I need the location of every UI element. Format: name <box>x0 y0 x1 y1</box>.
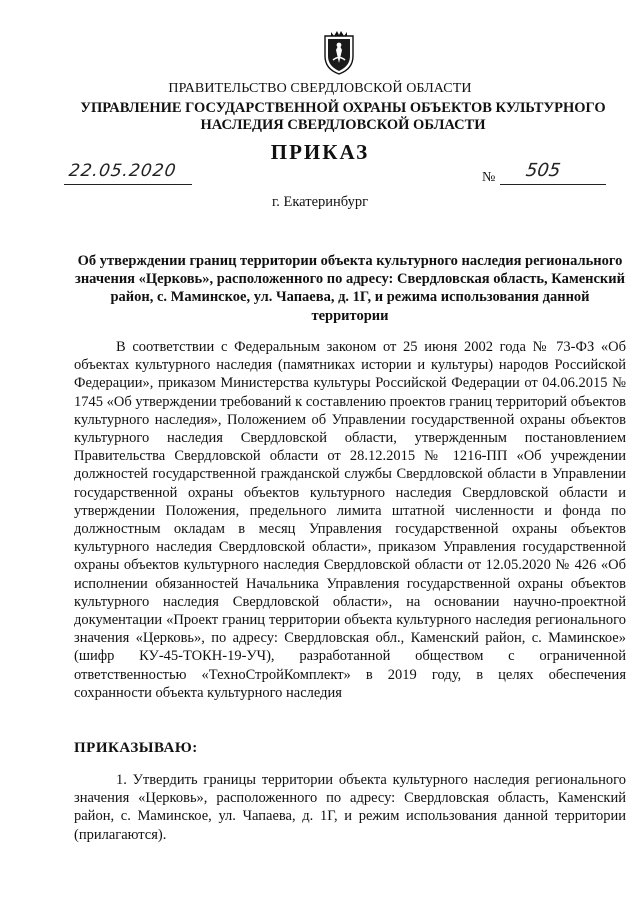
number-label: № <box>482 170 496 185</box>
number-field <box>500 160 606 185</box>
handwritten-date: 22.05.2020 <box>67 161 178 181</box>
preamble <box>74 338 626 702</box>
preamble-paragraph: В соответствии с Федеральным законом от 25 июня 2002 года № 73-ФЗ «Об объектах культурного наследия (памятниках истории и культуры) народов Российской Федерации», приказом Министерства культуры Российской Федерации от 04.06.2015 № 1745 «Об утверждении требований к составлению проектов границ территорий объектов культурного наследия», Положением об Управлении государственной охраны объектов культурного наследия Свердловской области, утвержденным постановлением Правительства Свердловской области от 28.12.2015 № 1216-ПП «Об учреждении должностей государственной гражданской службы Свердловской области в Управлении государственной охраны объектов культурного наследия Свердловской области и утверждении Положения, предельного лимита штатной численности и фонда по должностным окладам в месяц Управления государственной охраны объектов культурного наследия Свердловской области», приказом Управления государственной охраны объектов культурного наследия Свердловской области от 12.05.2020 № 426 «Об исполнении обязанностей Начальника Управления государственной охраны объектов культурного наследия Свердловской области», на основании научно-проектной документации «Проект границ территории объекта культурного наследия регионального значения «Церковь», по адресу: Свердловская обл., Каменский район, с. Маминское» (шифр КУ-45-ТОКН-19-УЧ), разработанной обществом с ограниченной ответственностью «ТехноСтройКомплект» в 2019 году, в целях обеспечения сохранности объекта культурного наследия <box>74 339 626 701</box>
order-item-1: 1. Утвердить границы территории объекта культурного наследия регионального значения «Церковь», расположенного по адресу: Свердловская область, Каменский район, с. Маминское, ул. Чапаева, д. 1Г, и режим использования данной территории (прилагаются). <box>74 772 626 843</box>
department-name: УПРАВЛЕНИЕ ГОСУДАРСТВЕННОЙ ОХРАНЫ ОБЪЕКТОВ КУЛЬТУРНОГО НАСЛЕДИЯ СВЕРДЛОВСКОЙ ОБЛАСТИ <box>80 100 606 133</box>
document-type: ПРИКАЗ <box>270 140 370 164</box>
city: г. Екатеринбург <box>271 194 369 210</box>
handwritten-number: 505 <box>524 160 562 181</box>
date-field <box>64 161 192 185</box>
document-subject: Об утверждении границ территории объекта культурного наследия регионального значения «Церковь», расположенного по адресу: Свердловская область, Каменский район, с. Маминское, ул. Чапаева, д. 1Г, и режима использования данной территории <box>75 253 625 324</box>
government-name: ПРАВИТЕЛЬСТВО СВЕРДЛОВСКОЙ ОБЛАСТИ <box>168 81 472 96</box>
coat-of-arms-icon <box>322 30 356 76</box>
directive-heading: ПРИКАЗЫВАЮ: <box>74 740 198 756</box>
